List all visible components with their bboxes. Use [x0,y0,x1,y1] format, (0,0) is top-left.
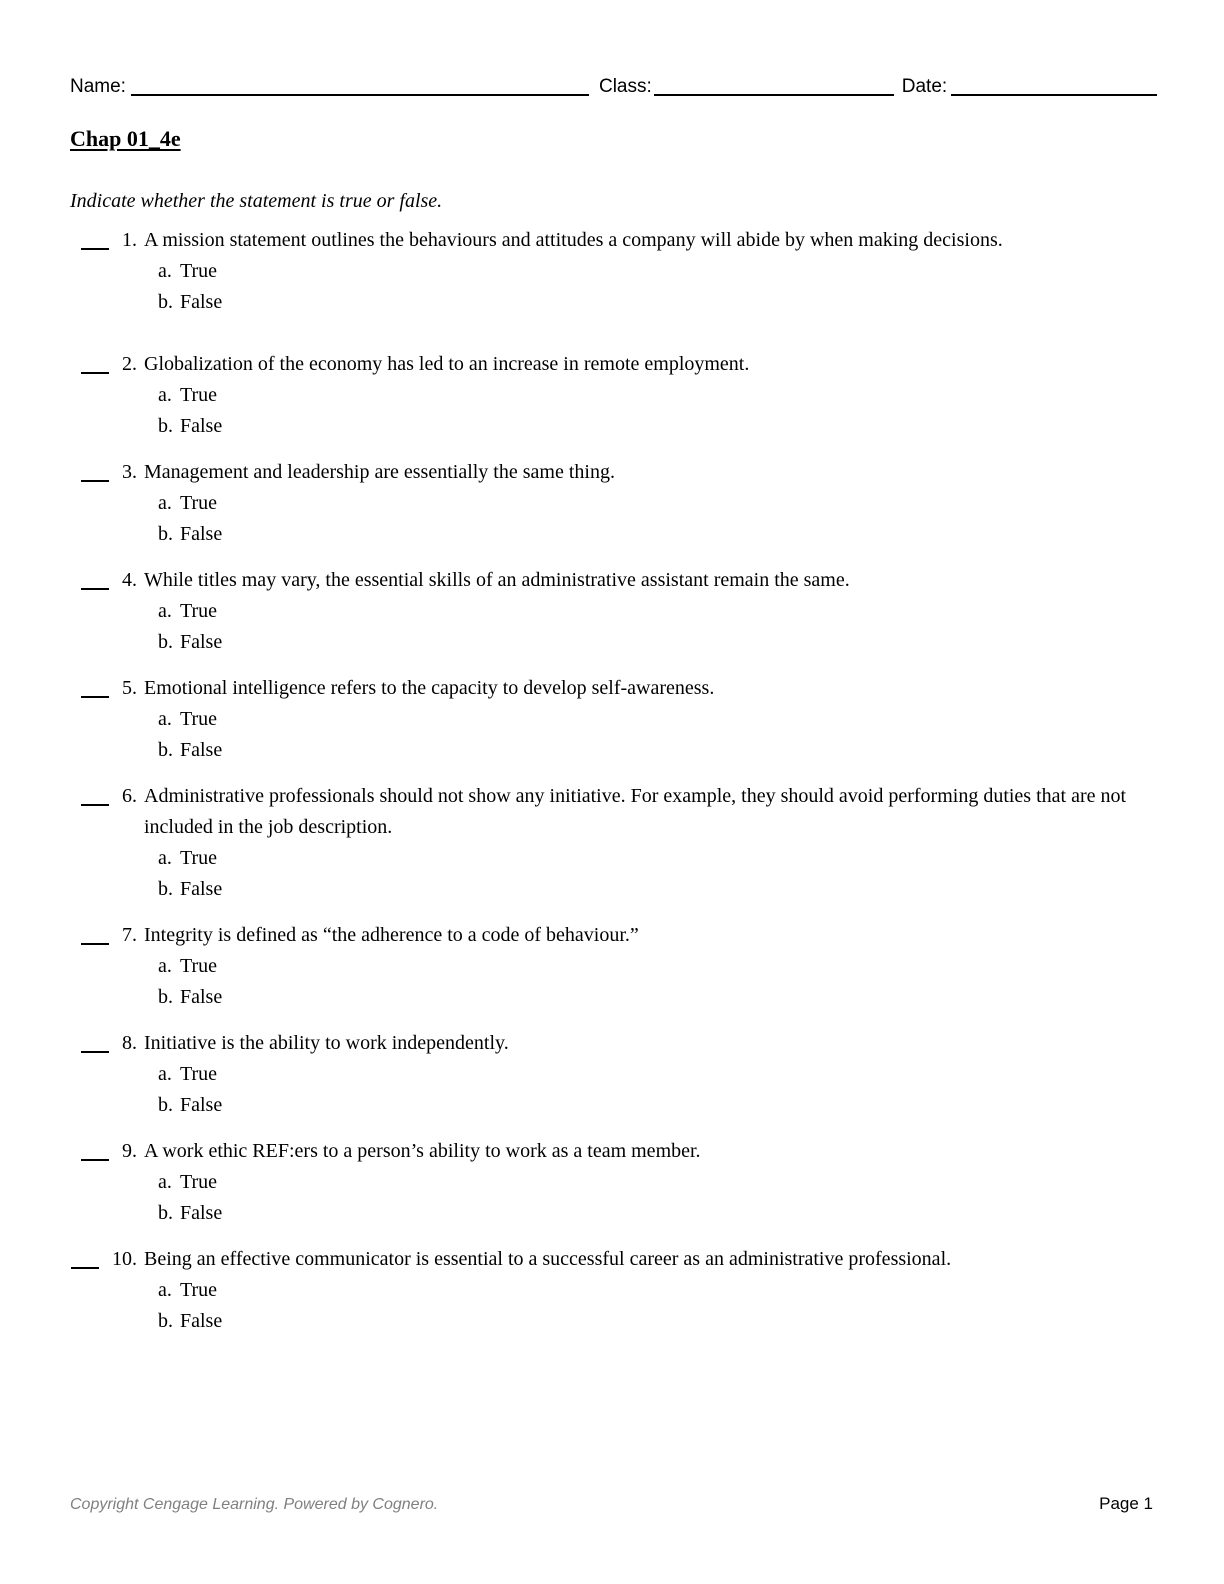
option-row [144,1059,1154,1090]
answer-blank[interactable] [81,804,109,806]
question-body [144,1028,1154,1121]
question-text: A mission statement outlines the behaviours and attitudes a company will abide by when making decisions. [144,229,1003,251]
name-label: Name: [70,76,126,97]
option-label: True [180,847,218,869]
question-text: Being an effective communicator is essential to a successful career as an administrative professional. [144,1248,952,1270]
option-label: False [180,415,223,437]
option-row [144,735,1154,766]
option-label: True [180,1063,218,1085]
question-body [144,673,1154,766]
option-letter: a. [158,1279,172,1301]
option-label: True [180,1171,218,1193]
question-block [70,1244,1154,1337]
question-number: 1. [122,229,137,251]
question-number: 8. [122,1032,137,1054]
option-letter: a. [158,1063,172,1085]
question-gutter [70,457,137,488]
question-body [144,349,1154,442]
date-blank[interactable] [951,94,1157,96]
option-letter: b. [158,291,173,313]
question-body [144,457,1154,550]
question-body [144,1244,1154,1337]
answer-blank[interactable] [71,1267,99,1269]
option-label: False [180,1202,223,1224]
question-block [70,225,1154,318]
question-text: Initiative is the ability to work independently. [144,1032,509,1054]
option-row [144,1167,1154,1198]
copyright-text: Copyright Cengage Learning. Powered by Cognero. [70,1496,439,1513]
option-row [144,1198,1154,1229]
question-text: A work ethic REF:ers to a person’s ability to work as a team member. [144,1140,701,1162]
question-block [70,1028,1154,1121]
option-label: False [180,1310,223,1332]
option-row [144,519,1154,550]
option-letter: b. [158,631,173,653]
option-row [144,488,1154,519]
question-gutter [70,1244,137,1275]
option-label: False [180,739,223,761]
question-text: While titles may vary, the essential skills of an administrative assistant remain the same. [144,569,850,591]
option-letter: a. [158,260,172,282]
option-row [144,843,1154,874]
option-letter: a. [158,708,172,730]
option-label: True [180,955,218,977]
option-label: False [180,631,223,653]
question-body [144,781,1154,905]
option-letter: b. [158,415,173,437]
option-letter: a. [158,847,172,869]
option-row [144,256,1154,287]
question-number: 4. [122,569,137,591]
question-block [70,920,1154,1013]
question-number: 10. [112,1248,137,1270]
question-block [70,349,1154,442]
option-letter: a. [158,492,172,514]
header [70,76,1153,98]
option-label: False [180,523,223,545]
option-letter: a. [158,384,172,406]
question-number: 3. [122,461,137,483]
name-blank[interactable] [131,94,589,96]
option-row [144,951,1154,982]
answer-blank[interactable] [81,1159,109,1161]
page-footer [70,1494,1153,1514]
question-block [70,673,1154,766]
option-label: True [180,708,218,730]
question-number: 5. [122,677,137,699]
option-letter: b. [158,523,173,545]
option-row [144,627,1154,658]
question-body [144,920,1154,1013]
question-gutter [70,1028,137,1059]
answer-blank[interactable] [81,480,109,482]
question-gutter [70,349,137,380]
questions-list [70,225,1154,1352]
option-row [144,982,1154,1013]
option-label: False [180,1094,223,1116]
option-label: True [180,384,218,406]
option-row [144,874,1154,905]
question-text: Integrity is defined as “the adherence to a code of behaviour.” [144,924,639,946]
question-body [144,565,1154,658]
question-text: Administrative professionals should not show any initiative. For example, they should avoid performing duties that are not included in the job description. [144,785,1127,838]
question-text: Emotional intelligence refers to the capacity to develop self-awareness. [144,677,715,699]
question-block [70,1136,1154,1229]
option-letter: a. [158,600,172,622]
option-row [144,1090,1154,1121]
option-letter: b. [158,1202,173,1224]
question-gutter [70,565,137,596]
question-block [70,781,1154,905]
question-number: 6. [122,785,137,807]
option-row [144,596,1154,627]
question-number: 9. [122,1140,137,1162]
option-label: False [180,291,223,313]
option-letter: b. [158,1310,173,1332]
question-gutter [70,673,137,704]
option-row [144,1306,1154,1337]
option-letter: b. [158,1094,173,1116]
instruction-text: Indicate whether the statement is true or false. [70,190,443,212]
option-row [144,704,1154,735]
option-letter: b. [158,878,173,900]
option-label: False [180,986,223,1008]
class-label: Class: [598,76,652,97]
option-row [144,380,1154,411]
question-block [70,457,1154,550]
answer-blank[interactable] [81,588,109,590]
page-number: Page 1 [1099,1494,1153,1513]
question-body [144,225,1154,318]
option-letter: b. [158,739,173,761]
answer-blank[interactable] [81,943,109,945]
question-number: 2. [122,353,137,375]
option-letter: a. [158,955,172,977]
answer-blank[interactable] [81,248,109,250]
question-gutter [70,920,137,951]
option-label: True [180,600,218,622]
option-label: False [180,878,223,900]
question-block [70,565,1154,658]
option-row [144,287,1154,318]
question-number: 7. [122,924,137,946]
question-body [144,1136,1154,1229]
option-letter: a. [158,1171,172,1193]
class-blank[interactable] [654,94,894,96]
question-gutter [70,1136,137,1167]
answer-blank[interactable] [81,1051,109,1053]
question-text: Globalization of the economy has led to an increase in remote employment. [144,353,750,375]
option-label: True [180,1279,218,1301]
option-letter: b. [158,986,173,1008]
question-gutter [70,781,137,812]
option-row [144,1275,1154,1306]
date-label: Date: [901,76,948,97]
question-gutter [70,225,137,256]
option-row [144,411,1154,442]
option-label: True [180,260,218,282]
answer-blank[interactable] [81,696,109,698]
option-label: True [180,492,218,514]
answer-blank[interactable] [81,372,109,374]
page-title: Chap 01_4e [70,126,181,151]
question-text: Management and leadership are essentially the same thing. [144,461,615,483]
